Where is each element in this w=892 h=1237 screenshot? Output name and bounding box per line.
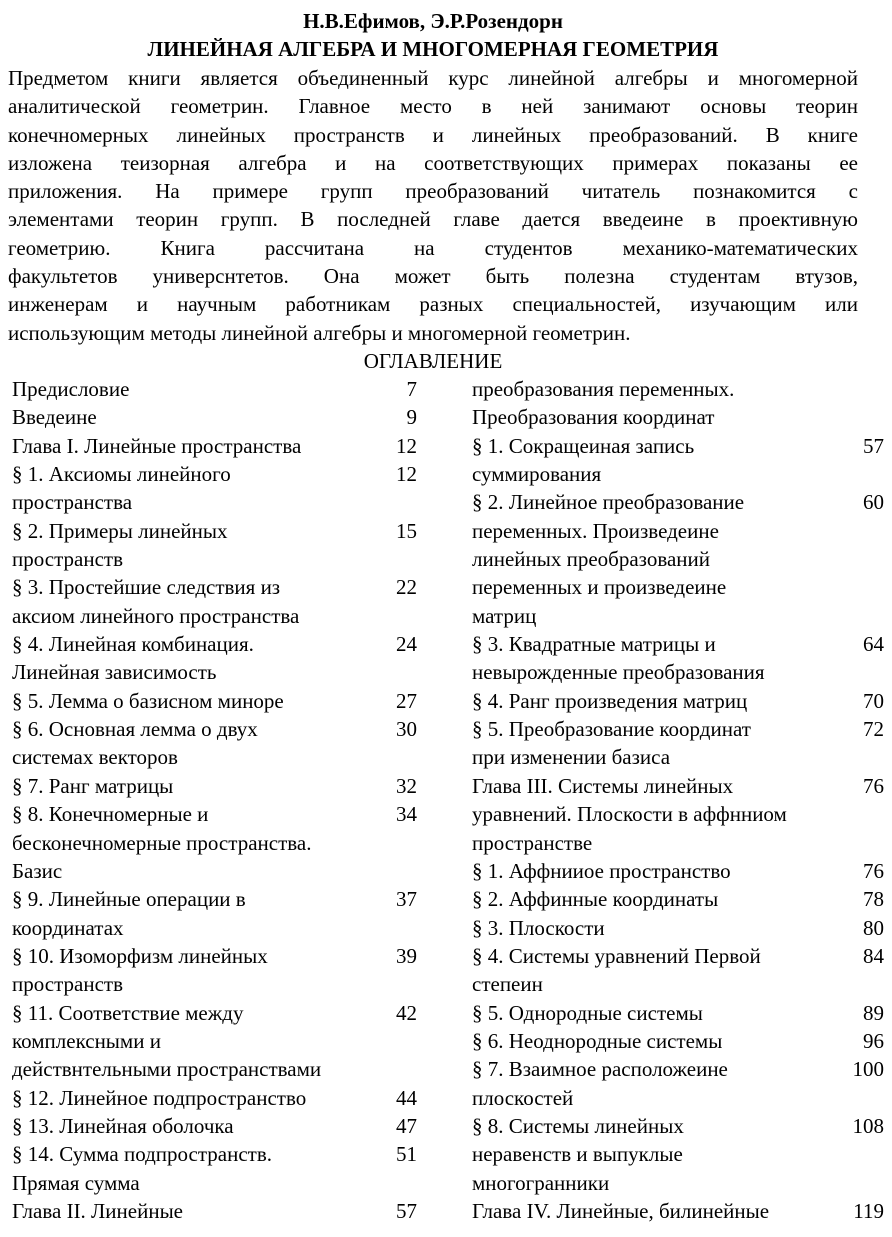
toc-entry-page: 60 bbox=[863, 490, 884, 515]
toc-entry-title: Введеине bbox=[12, 405, 97, 430]
toc-right-column bbox=[472, 375, 884, 1225]
abstract-line: инженерам и научным работникам разных специальностей, изучающим или bbox=[8, 292, 858, 317]
toc-entry bbox=[12, 1055, 417, 1083]
toc-entry-title: пространств bbox=[12, 547, 123, 572]
toc-entry-page: 34 bbox=[396, 802, 417, 827]
toc-entry-title: при изменении базиса bbox=[472, 745, 671, 770]
toc-entry-title: Преобразования координат bbox=[472, 405, 715, 430]
toc-entry-title: аксиом линейного пространства bbox=[12, 603, 300, 628]
toc-entry-page: 78 bbox=[863, 887, 884, 912]
abstract-line: геометрию. Книга рассчитана на студентов механико-математических bbox=[8, 235, 858, 260]
toc-entry-page: 42 bbox=[396, 1000, 417, 1025]
toc-entry bbox=[472, 829, 884, 857]
toc-entry-title: многогранники bbox=[472, 1170, 610, 1195]
toc-entry bbox=[472, 999, 884, 1027]
toc-entry-title: системах векторов bbox=[12, 745, 178, 770]
toc-entry bbox=[472, 403, 884, 431]
abstract-line: приложения. На примере групп преобразований читатель познакомится с bbox=[8, 179, 858, 204]
toc-entry-title: Глава IV. Линейные, билинейные bbox=[472, 1198, 770, 1223]
toc-entry-title: преобразования переменных. bbox=[472, 377, 735, 401]
toc-entry-title: матриц bbox=[472, 603, 537, 628]
toc-entry-title: § 7. Взаимное расположеине bbox=[472, 1057, 728, 1082]
abstract-line: Предметом книги является объединенный курс линейной алгебры и многомерной bbox=[8, 66, 858, 90]
toc-entry bbox=[472, 1027, 884, 1055]
toc-entry-page: 96 bbox=[863, 1028, 884, 1053]
toc-entry bbox=[472, 857, 884, 885]
toc-entry bbox=[12, 687, 417, 715]
toc-entry bbox=[472, 375, 884, 403]
toc-entry-title: § 9. Линейные операции в bbox=[12, 887, 246, 912]
toc-entry-page: 7 bbox=[406, 377, 417, 401]
abstract-line: конечномерных линейных пространств и линейных преобразований. В книге bbox=[8, 122, 858, 147]
toc-entry-title: § 2. Примеры линейных bbox=[12, 518, 228, 543]
toc-entry-title: пространстве bbox=[472, 830, 593, 855]
toc-entry bbox=[472, 1084, 884, 1112]
toc-entry bbox=[472, 1055, 884, 1083]
toc-entry bbox=[12, 658, 417, 686]
toc-entry-title: § 2. Линейное преобразование bbox=[472, 490, 745, 515]
toc-entry bbox=[12, 885, 417, 913]
toc-entry bbox=[12, 545, 417, 573]
toc-entry-page: 84 bbox=[863, 943, 884, 968]
toc-entry-title: § 1. Сокращеиная запись bbox=[472, 433, 695, 458]
toc-entry-page: 30 bbox=[396, 717, 417, 742]
toc-entry bbox=[12, 432, 417, 460]
toc-entry-title: степеин bbox=[472, 972, 543, 997]
abstract-line: использующим методы линейной алгебры и многомерной геометрин. bbox=[8, 320, 631, 345]
toc-entry-page: 76 bbox=[863, 773, 884, 798]
toc-entry bbox=[472, 573, 884, 601]
toc-entry-title: § 6. Неоднородные системы bbox=[472, 1028, 723, 1053]
toc-entry-page: 15 bbox=[396, 518, 417, 543]
toc-entry-page: 37 bbox=[396, 887, 417, 912]
toc-left-column bbox=[12, 375, 417, 1225]
toc-entry-title: § 4. Линейная комбинация. bbox=[12, 632, 254, 657]
toc-entry-title: суммирования bbox=[472, 462, 602, 487]
toc-entry bbox=[472, 942, 884, 970]
toc-entry bbox=[472, 687, 884, 715]
toc-entry bbox=[12, 1169, 417, 1197]
toc-entry-page: 76 bbox=[863, 858, 884, 883]
toc-entry bbox=[12, 488, 417, 516]
toc-entry bbox=[12, 715, 417, 743]
toc-entry-title: Базис bbox=[12, 858, 63, 883]
toc-entry-title: § 5. Однородные системы bbox=[472, 1000, 703, 1025]
toc-entry bbox=[472, 658, 884, 686]
toc-entry bbox=[12, 800, 417, 828]
toc-entry bbox=[12, 970, 417, 998]
toc-entry-page: 27 bbox=[396, 688, 417, 713]
toc-entry bbox=[12, 602, 417, 630]
toc-entry-page: 24 bbox=[396, 632, 417, 657]
book-title: ЛИНЕЙНАЯ АЛГЕБРА И МНОГОМЕРНАЯ ГЕОМЕТРИЯ bbox=[147, 37, 719, 61]
toc-entry bbox=[472, 914, 884, 942]
toc-entry-title: Линейная зависимость bbox=[12, 660, 217, 685]
toc-entry bbox=[472, 545, 884, 573]
abstract-paragraph bbox=[8, 64, 858, 347]
toc-entry-title: § 7. Ранг матрицы bbox=[12, 773, 174, 798]
toc-entry-title: § 5. Лемма о базисном миноре bbox=[12, 688, 284, 713]
toc-entry bbox=[472, 1169, 884, 1197]
toc-entry-title: § 10. Изоморфизм линейных bbox=[12, 943, 268, 968]
toc-entry-page: 100 bbox=[852, 1057, 884, 1082]
toc-entry-title: неравенств и выпуклые bbox=[472, 1142, 683, 1167]
toc-entry bbox=[472, 432, 884, 460]
toc-heading: ОГЛАВЛЕНИЕ bbox=[363, 349, 503, 373]
toc-entry bbox=[472, 488, 884, 516]
toc-entry-page: 32 bbox=[396, 773, 417, 798]
toc-entry-page: 51 bbox=[396, 1142, 417, 1167]
toc-entry-title: пространств bbox=[12, 972, 123, 997]
toc-entry bbox=[12, 375, 417, 403]
toc-entry bbox=[472, 970, 884, 998]
toc-entry-page: 12 bbox=[396, 433, 417, 458]
toc-entry bbox=[472, 885, 884, 913]
toc-entry-page: 57 bbox=[863, 433, 884, 458]
toc-entry bbox=[12, 460, 417, 488]
toc-entry bbox=[472, 1140, 884, 1168]
toc-entry-title: плоскостей bbox=[472, 1085, 574, 1110]
abstract-line: аналитической геометрин. Главное место в ней занимают основы теорин bbox=[8, 94, 858, 119]
toc-entry-title: § 2. Аффинные координаты bbox=[472, 887, 719, 912]
toc-entry bbox=[12, 743, 417, 771]
toc-entry bbox=[472, 1197, 884, 1225]
toc-entry bbox=[12, 1027, 417, 1055]
toc-entry bbox=[12, 517, 417, 545]
toc-entry-title: § 4. Ранг произведения матриц bbox=[472, 688, 748, 713]
toc-entry-title: координатах bbox=[12, 915, 124, 940]
toc-entry-page: 80 bbox=[863, 915, 884, 940]
toc-entry-title: линейных преобразований bbox=[472, 547, 711, 572]
toc-entry bbox=[472, 1112, 884, 1140]
toc-entry-title: § 8. Системы линейных bbox=[472, 1113, 684, 1138]
toc-entry-page: 47 bbox=[396, 1113, 417, 1138]
toc-entry-title: § 12. Линейное подпространство bbox=[12, 1085, 307, 1110]
abstract-line: изложена теизорная алгебра и на соответствующих примерах показаны ее bbox=[8, 150, 858, 175]
toc-entry-title: пространства bbox=[12, 490, 133, 515]
toc-entry bbox=[12, 1112, 417, 1140]
toc-entry bbox=[12, 1197, 417, 1225]
toc-entry bbox=[12, 630, 417, 658]
toc-entry-title: действнтельными пространствами bbox=[12, 1057, 322, 1082]
toc-entry bbox=[12, 772, 417, 800]
toc-entry-title: § 3. Плоскости bbox=[472, 915, 605, 940]
toc-entry-page: 70 bbox=[863, 688, 884, 713]
abstract-line: факультетов универснтетов. Она может быть полезна студентам втузов, bbox=[8, 264, 858, 289]
toc-entry-title: § 3. Простейшие следствия из bbox=[12, 575, 281, 600]
toc-entry-title: § 14. Сумма подпространств. bbox=[12, 1142, 273, 1167]
toc-entry-title: § 8. Конечномерные и bbox=[12, 802, 209, 827]
toc-entry-page: 57 bbox=[396, 1198, 417, 1223]
toc-entry-title: § 4. Системы уравнений Первой bbox=[472, 943, 761, 968]
toc-entry-title: невырожденные преобразования bbox=[472, 660, 765, 685]
toc-entry-page: 89 bbox=[863, 1000, 884, 1025]
toc-entry-title: Прямая сумма bbox=[12, 1170, 140, 1195]
toc-entry-page: 39 bbox=[396, 943, 417, 968]
toc-entry-page: 64 bbox=[863, 632, 884, 657]
toc-entry-page: 44 bbox=[396, 1085, 417, 1110]
toc-entry-title: § 6. Основная лемма о двух bbox=[12, 717, 258, 742]
toc-entry bbox=[472, 715, 884, 743]
toc-entry-title: § 13. Линейная оболочка bbox=[12, 1113, 234, 1138]
toc-entry-page: 9 bbox=[406, 405, 417, 430]
toc-entry-title: § 1. Аксиомы линейного bbox=[12, 462, 231, 487]
toc-entry bbox=[472, 800, 884, 828]
toc-entry-title: комплексными и bbox=[12, 1028, 161, 1053]
toc-entry bbox=[12, 999, 417, 1027]
toc-entry bbox=[12, 857, 417, 885]
toc-entry bbox=[12, 403, 417, 431]
abstract-line: элементами теорин групп. В последней главе дается введеине в проективную bbox=[8, 207, 858, 232]
toc-entry bbox=[472, 743, 884, 771]
toc-entry-page: 72 bbox=[863, 717, 884, 742]
toc-entry-page: 119 bbox=[853, 1198, 884, 1223]
toc-entry-title: § 5. Преобразование координат bbox=[472, 717, 751, 742]
toc-entry-title: уравнений. Плоскости в аффнниом bbox=[472, 802, 787, 827]
toc-entry-title: § 11. Соответствие между bbox=[12, 1000, 244, 1025]
toc-entry-title: переменных и произведеине bbox=[472, 575, 727, 600]
toc-entry bbox=[472, 460, 884, 488]
toc-entry bbox=[12, 573, 417, 601]
toc-entry-page: 108 bbox=[852, 1113, 884, 1138]
toc-entry-title: бесконечномерные пространства. bbox=[12, 830, 312, 855]
toc-entry-page: 22 bbox=[396, 575, 417, 600]
toc-entry bbox=[12, 829, 417, 857]
toc-entry-title: § 3. Квадратные матрицы и bbox=[472, 632, 716, 657]
toc-entry-title: Глава III. Системы линейных bbox=[472, 773, 734, 798]
toc-entry-page: 12 bbox=[396, 462, 417, 487]
toc-entry-title: переменных. Произведеине bbox=[472, 518, 719, 543]
toc-entry bbox=[472, 772, 884, 800]
toc-entry bbox=[472, 517, 884, 545]
toc-entry-title: Глава I. Линейные пространства bbox=[12, 433, 302, 458]
toc-entry-title: Предисловие bbox=[12, 377, 130, 401]
toc-entry bbox=[12, 1140, 417, 1168]
toc-entry-title: Глава II. Линейные bbox=[12, 1198, 184, 1223]
toc-entry bbox=[472, 602, 884, 630]
toc-entry bbox=[12, 914, 417, 942]
authors: Н.В.Ефимов, Э.Р.Розендорн bbox=[303, 9, 563, 33]
toc-entry bbox=[12, 1084, 417, 1112]
toc-entry bbox=[472, 630, 884, 658]
toc-entry bbox=[12, 942, 417, 970]
toc-entry-title: § 1. Аффнииое пространство bbox=[472, 858, 731, 883]
